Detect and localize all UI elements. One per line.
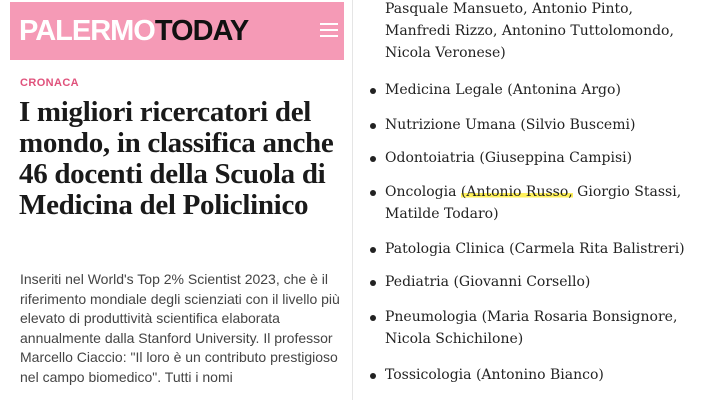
- list-item-text: Nutrizione Umana (Silvio Buscemi): [385, 117, 636, 133]
- list-item-text: Odontoiatria (Giuseppina Campisi): [385, 150, 633, 166]
- bullet: [370, 156, 376, 162]
- site-logo[interactable]: [19, 14, 249, 47]
- list-item: [385, 238, 700, 260]
- list-item: [385, 147, 700, 169]
- logo-palermo: PALERMO: [19, 14, 155, 47]
- bullet: [370, 247, 376, 253]
- logo-today: TODAY: [154, 14, 249, 47]
- list-item: [385, 79, 700, 101]
- hamburger-menu-icon[interactable]: [320, 23, 338, 37]
- list-item-text: Pediatria (Giovanni Corsello): [385, 274, 591, 290]
- bullet: [370, 123, 376, 129]
- bullet: [370, 315, 376, 321]
- article-title: I migliori ricercatori del mondo, in classifica anche 46 docenti della Scuola di Medicina del Policlinico: [19, 96, 334, 221]
- list-item: [385, 114, 700, 136]
- list-item-text: Medicina Legale (Antonina Argo): [385, 82, 621, 98]
- list-item: [385, 271, 700, 293]
- list-item-text: Pasquale Mansueto, Antonio Pinto, Manfredi Rizzo, Antonino Tuttolomondo, Nicola Veronese): [385, 1, 674, 61]
- list-item-text: Giorgio Stassi, Matilde Todaro): [385, 184, 682, 222]
- article-body-panel: [353, 0, 705, 400]
- list-item-text: Oncologia: [385, 184, 461, 200]
- bullet: [370, 280, 376, 286]
- list-item-text: Tossicologia (Antonino Bianco): [385, 367, 604, 383]
- highlighted-text: (Antonio Russo,: [460, 184, 573, 200]
- article-summary: Inseriti nel World's Top 2% Scientist 2023, che è il riferimento mondiale degli scienziati con il livello più elevato di produttività scientifica elaborata annualmente dalla Stanford University. Il professor Marcello Ciaccio: "Il loro è un contributo prestigioso nel campo biomedico". Tutti i nomi: [20, 271, 340, 385]
- site-header: [10, 2, 344, 60]
- list-item: [385, 306, 700, 350]
- bullet: [370, 373, 376, 379]
- bullet: [370, 88, 376, 94]
- bullet: [370, 190, 376, 196]
- list-item-oncologia: [385, 181, 700, 225]
- section-label[interactable]: CRONACA: [20, 77, 80, 89]
- article-panel: [0, 0, 352, 400]
- list-item-text: Pneumologia (Maria Rosaria Bonsignore, Nicola Schichilone): [385, 309, 678, 347]
- list-item-text: Patologia Clinica (Carmela Rita Balistreri): [385, 241, 685, 257]
- list-item: [385, 364, 700, 386]
- list-item-continuation: [385, 0, 700, 64]
